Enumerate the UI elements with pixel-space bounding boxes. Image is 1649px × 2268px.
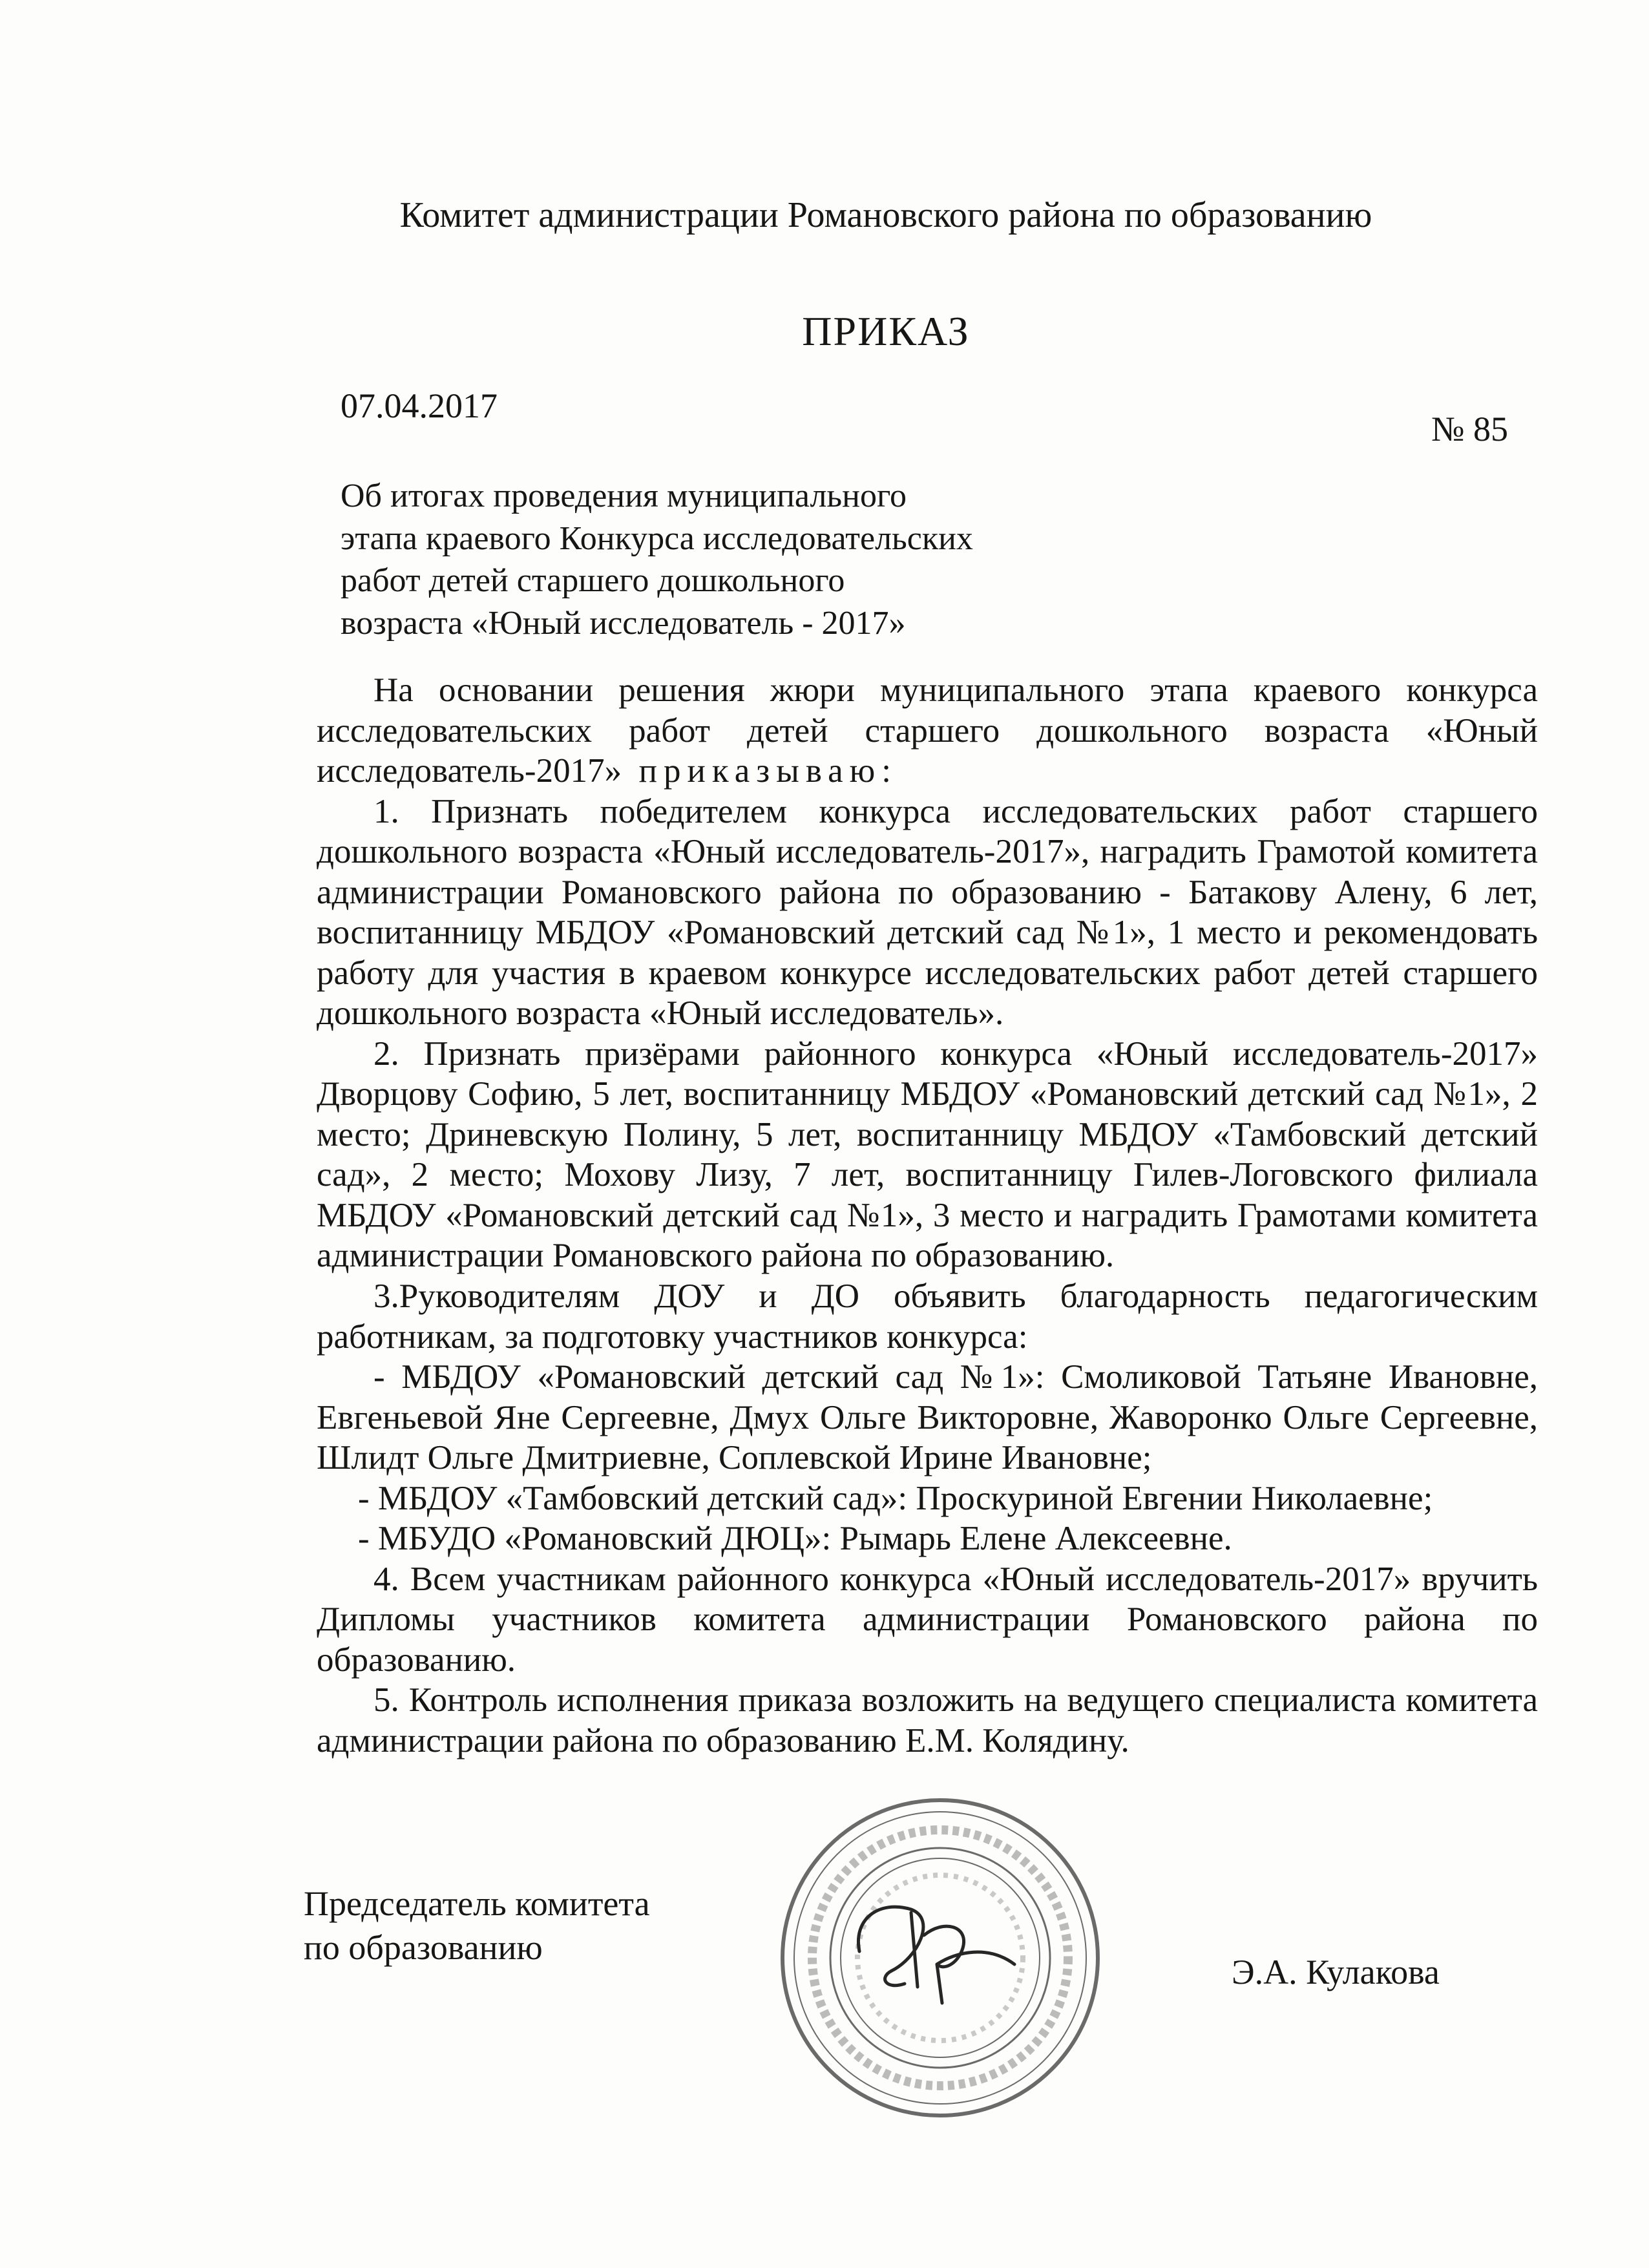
signer-name: Э.А. Кулакова [1232,1953,1440,1991]
document-number: № 85 [1431,410,1509,448]
preamble-paragraph [317,670,1538,792]
document-title: ПРИКАЗ [802,308,970,354]
document-subject [341,475,1116,644]
chair-position-line: Председатель комитета [304,1884,650,1923]
document-date: 07.04.2017 [341,386,498,425]
subject-line: возраста «Юный исследователь - 2017» [341,604,906,642]
committee-name: Комитет администрации Романовского района по образованию [399,195,1372,235]
subject-line: работ детей старшего дошкольного [341,562,845,600]
handwritten-signature-icon [840,1874,1034,2016]
chair-position [304,1882,650,1969]
order-item-3-b: - МБДОУ «Тамбовский детский сад»: Проскуриной Евгении Николаевне; [358,1479,1433,1517]
document-body [317,670,1538,1761]
order-item-3-c: - МБУДО «Романовский ДЮЦ»: Рымарь Елене Алексеевне. [358,1520,1232,1558]
order-item-2: 2. Признать призёрами районного конкурса «Юный исследователь-2017» Дворцову Софию, 5 лет, воспитанницу МБДОУ «Романовский детский сад №1», 2 место; Дриневскую Полину, 5 лет, воспитанницу МБДОУ «Тамбовский детский сад», 2 место; Мохову Лизу, 7 лет, воспитанницу Гилев-Логовского филиала МБДОУ «Романовский детский сад №1», 3 место и наградить Грамотами комитета администрации Романовского района по образованию. [317,1034,1538,1275]
order-item-3-a: - МБДОУ «Романовский детский сад №1»: Смоликовой Татьяне Ивановне, Евгеньевой Яне Сергеевне, Дмух Ольге Викторовне, Жаворонко Ольге Сергеевне, Шлидт Ольге Дмитриевне, Соплевской Ирине Ивановне; [317,1358,1538,1477]
chair-position-line: по образованию [304,1928,543,1968]
order-word: приказываю: [638,752,898,790]
preamble-text: На основании решения жюри муниципального этапа краевого конкурса исследовательских работ детей старшего дошкольного возраста «Юный исследователь-2017» [317,671,1538,790]
order-item-1: 1. Признать победителем конкурса исследовательских работ старшего дошкольного возраста «Юный исследователь-2017», наградить Грамотой комитета администрации Романовского района по образованию - Батакову Алену, 6 лет, воспитанницу МБДОУ «Романовский детский сад №1», 1 место и рекомендовать работу для участия в краевом конкурсе исследовательских работ детей старшего дошкольного возраста «Юный исследователь». [317,792,1538,1033]
order-item-3: 3.Руководителям ДОУ и ДО объявить благодарность педагогическим работникам, за подготовку участников конкурса: [317,1277,1538,1356]
order-item-4: 4. Всем участникам районного конкурса «Юный исследователь-2017» вручить Дипломы участников комитета администрации Романовского района по образованию. [317,1560,1538,1679]
subject-line: этапа краевого Конкурса исследовательских [341,520,973,557]
subject-line: Об итогах проведения муниципального [341,478,907,514]
order-item-5: 5. Контроль исполнения приказа возложить на ведущего специалиста комитета администрации района по образованию Е.М. Колядину. [317,1681,1538,1759]
